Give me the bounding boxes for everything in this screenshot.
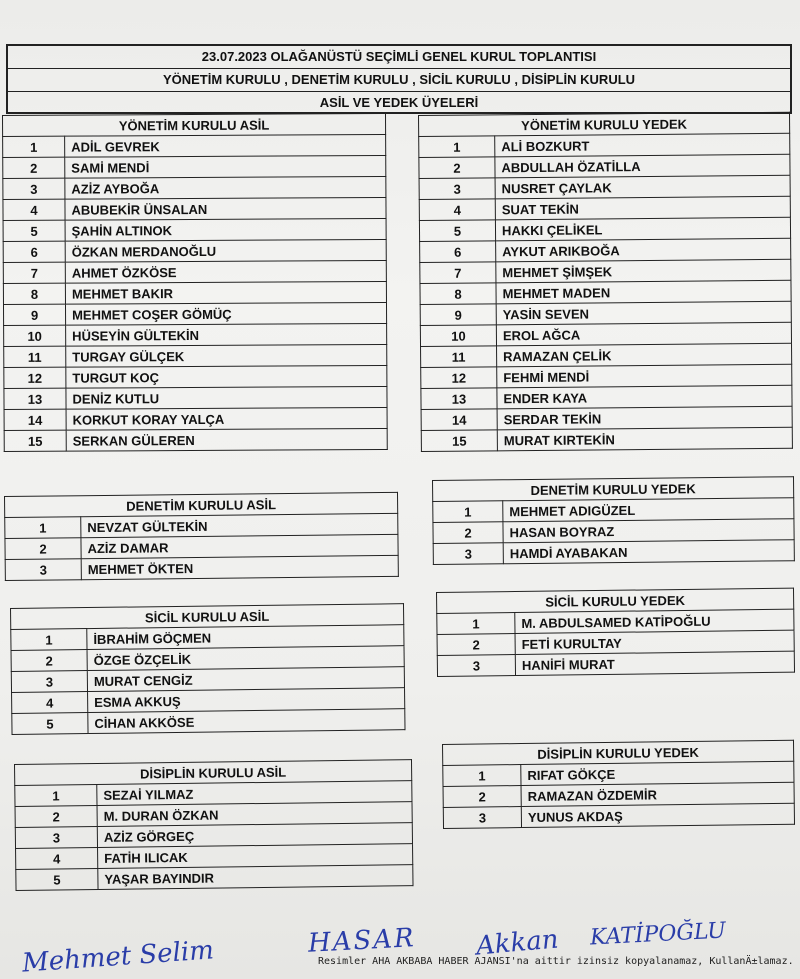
member-name: MEHMET MADEN bbox=[496, 280, 791, 304]
table-row bbox=[4, 344, 387, 367]
row-number: 11 bbox=[4, 346, 66, 367]
row-number: 6 bbox=[420, 241, 496, 263]
row-number: 12 bbox=[421, 367, 497, 389]
table-denetim-asil bbox=[4, 492, 399, 581]
member-name: FEHMİ MENDİ bbox=[497, 364, 792, 388]
row-number: 2 bbox=[15, 805, 97, 827]
member-name: SERKAN GÜLEREN bbox=[66, 428, 387, 451]
table-sicil-asil bbox=[10, 603, 406, 735]
row-number: 3 bbox=[419, 178, 495, 200]
row-number: 2 bbox=[5, 538, 81, 560]
member-name: SAMİ MENDİ bbox=[65, 155, 386, 178]
member-name: ENDER KAYA bbox=[497, 385, 792, 409]
row-number: 1 bbox=[419, 136, 495, 158]
table-row bbox=[12, 709, 405, 735]
row-number: 2 bbox=[11, 650, 87, 672]
row-number: 2 bbox=[443, 786, 521, 808]
row-number: 1 bbox=[437, 613, 515, 635]
row-number: 9 bbox=[420, 304, 496, 326]
table-disiplin-asil bbox=[14, 759, 414, 891]
member-name: HAKKI ÇELİKEL bbox=[495, 217, 790, 241]
member-name: NUSRET ÇAYLAK bbox=[495, 175, 790, 199]
row-number: 15 bbox=[421, 430, 497, 452]
row-number: 13 bbox=[4, 388, 66, 409]
member-name: MURAT CENGİZ bbox=[87, 667, 404, 692]
table-row bbox=[437, 651, 794, 676]
member-name: HÜSEYİN GÜLTEKİN bbox=[66, 323, 387, 346]
row-number: 8 bbox=[420, 283, 496, 305]
row-number: 4 bbox=[3, 199, 65, 220]
row-number: 3 bbox=[3, 178, 65, 199]
table-row bbox=[3, 281, 386, 304]
row-number: 5 bbox=[12, 713, 88, 735]
table-title: DİSİPLİN KURULU YEDEK bbox=[443, 740, 794, 765]
row-number: 2 bbox=[3, 157, 65, 178]
table-row bbox=[3, 302, 386, 325]
member-name: AYKUT ARIKBOĞA bbox=[496, 238, 791, 262]
row-number: 3 bbox=[15, 826, 97, 848]
table-title: DENETİM KURULU ASİL bbox=[5, 492, 398, 517]
table-row bbox=[4, 407, 387, 430]
member-name: ABDULLAH ÖZATİLLA bbox=[495, 154, 790, 178]
member-name: SEZAİ YILMAZ bbox=[97, 781, 412, 806]
member-name: DENİZ KUTLU bbox=[66, 386, 387, 409]
row-number: 13 bbox=[421, 388, 497, 410]
member-name: HASAN BOYRAZ bbox=[503, 519, 794, 543]
member-name: NEVZAT GÜLTEKİN bbox=[81, 513, 398, 537]
member-name: YUNUS AKDAŞ bbox=[521, 803, 794, 827]
table-title: YÖNETİM KURULU ASİL bbox=[3, 113, 386, 136]
member-name: HANİFİ MURAT bbox=[515, 651, 794, 675]
header-title: 23.07.2023 OLAĞANÜSTÜ SEÇİMLİ GENEL KURUL TOPLANTISI bbox=[8, 46, 790, 69]
member-name: SUAT TEKİN bbox=[495, 196, 790, 220]
member-name: ABUBEKİR ÜNSALAN bbox=[65, 197, 386, 220]
row-number: 5 bbox=[16, 868, 98, 890]
member-name: RAMAZAN ÖZDEMİR bbox=[521, 782, 794, 806]
table-disiplin-yedek bbox=[442, 740, 795, 829]
row-number: 1 bbox=[443, 765, 521, 787]
member-name: MEHMET BAKIR bbox=[65, 281, 386, 304]
row-number: 4 bbox=[419, 199, 495, 221]
table-title: DİSİPLİN KURULU ASİL bbox=[15, 760, 412, 786]
member-name: AZİZ AYBOĞA bbox=[65, 176, 386, 199]
member-name: ŞAHİN ALTINOK bbox=[65, 218, 386, 241]
table-row bbox=[4, 428, 387, 451]
header-caption: ASİL VE YEDEK ÜYELERİ bbox=[319, 95, 479, 110]
row-number: 3 bbox=[5, 559, 81, 581]
member-name: TURGAY GÜLÇEK bbox=[66, 344, 387, 367]
row-number: 9 bbox=[3, 304, 65, 325]
member-name: MEHMET COŞER GÖMÜÇ bbox=[65, 302, 386, 325]
member-name: ESMA AKKUŞ bbox=[88, 688, 405, 713]
table-row bbox=[3, 197, 386, 220]
signature-3: Akkan bbox=[474, 924, 560, 962]
row-number: 1 bbox=[5, 517, 81, 539]
member-name: İBRAHİM GÖÇMEN bbox=[87, 625, 404, 650]
member-name: HAMDİ AYABAKAN bbox=[503, 540, 794, 564]
member-name: AHMET ÖZKÖSE bbox=[65, 260, 386, 283]
row-number: 14 bbox=[421, 409, 497, 431]
signature-4: KATİPOĞLU bbox=[589, 918, 727, 951]
member-name: TURGUT KOÇ bbox=[66, 365, 387, 388]
member-name: EROL AĞCA bbox=[496, 322, 791, 346]
row-number: 4 bbox=[12, 692, 88, 714]
member-name: MEHMET ADIGÜZEL bbox=[503, 498, 794, 522]
table-yonetim-yedek bbox=[418, 112, 793, 452]
row-number: 7 bbox=[420, 262, 496, 284]
row-number: 15 bbox=[4, 430, 66, 451]
table-row bbox=[3, 176, 386, 199]
row-number: 3 bbox=[437, 655, 515, 677]
document-header bbox=[6, 44, 792, 114]
signature-2: HASAR bbox=[307, 923, 417, 959]
row-number: 14 bbox=[4, 409, 66, 430]
member-name: ÖZKAN MERDANOĞLU bbox=[65, 239, 386, 262]
member-name: MEHMET ŞİMŞEK bbox=[496, 259, 791, 283]
signature-1: Mehmet Selim bbox=[21, 935, 215, 979]
row-number: 12 bbox=[4, 367, 66, 388]
row-number: 3 bbox=[443, 807, 521, 829]
row-number: 3 bbox=[433, 543, 503, 565]
header-subtitle: YÖNETİM KURULU , DENETİM KURULU , SİCİL KURULU , DİSİPLİN KURULU bbox=[8, 69, 790, 92]
table-row bbox=[3, 134, 386, 157]
table-title: SİCİL KURULU ASİL bbox=[11, 604, 404, 630]
row-number: 3 bbox=[11, 671, 87, 693]
member-name: FETİ KURULTAY bbox=[515, 630, 794, 654]
table-sicil-yedek bbox=[436, 588, 795, 677]
member-name: AZİZ GÖRGEÇ bbox=[97, 823, 412, 848]
row-number: 6 bbox=[3, 241, 65, 262]
table-row bbox=[433, 540, 794, 565]
member-name: MURAT KIRTEKİN bbox=[497, 427, 792, 451]
row-number: 11 bbox=[421, 346, 497, 368]
member-name: YAŞAR BAYINDIR bbox=[98, 865, 413, 890]
table-row bbox=[4, 365, 387, 388]
table-yonetim-asil bbox=[2, 113, 388, 452]
table-row bbox=[3, 239, 386, 262]
member-name: ÖZGE ÖZÇELİK bbox=[87, 646, 404, 671]
row-number: 10 bbox=[420, 325, 496, 347]
member-name: M. ABDULSAMED KATİPOĞLU bbox=[515, 609, 794, 633]
member-name: AZİZ DAMAR bbox=[81, 534, 398, 558]
member-name: M. DURAN ÖZKAN bbox=[97, 802, 412, 827]
row-number: 2 bbox=[433, 522, 503, 544]
row-number: 5 bbox=[3, 220, 65, 241]
member-name: MEHMET ÖKTEN bbox=[81, 555, 398, 579]
row-number: 1 bbox=[433, 501, 503, 523]
member-name: YASİN SEVEN bbox=[496, 301, 791, 325]
row-number: 2 bbox=[437, 634, 515, 656]
member-name: KORKUT KORAY YALÇA bbox=[66, 407, 387, 430]
member-name: ADİL GEVREK bbox=[65, 134, 386, 157]
row-number: 7 bbox=[3, 262, 65, 283]
table-row bbox=[421, 427, 792, 451]
table-title: SİCİL KURULU YEDEK bbox=[437, 588, 794, 613]
row-number: 1 bbox=[15, 784, 97, 806]
member-name: RIFAT GÖKÇE bbox=[521, 761, 794, 785]
table-row bbox=[4, 323, 387, 346]
member-name: RAMAZAN ÇELİK bbox=[497, 343, 792, 367]
row-number: 5 bbox=[419, 220, 495, 242]
table-row bbox=[5, 555, 398, 580]
row-number: 4 bbox=[16, 847, 98, 869]
table-row bbox=[3, 155, 386, 178]
table-row bbox=[16, 865, 413, 891]
table-row bbox=[4, 386, 387, 409]
table-title: DENETİM KURULU YEDEK bbox=[433, 477, 794, 502]
table-row bbox=[3, 218, 386, 241]
table-row bbox=[3, 260, 386, 283]
member-name: ALİ BOZKURT bbox=[495, 133, 790, 157]
row-number: 8 bbox=[3, 283, 65, 304]
row-number: 1 bbox=[3, 136, 65, 157]
member-name: CİHAN AKKÖSE bbox=[88, 709, 405, 734]
row-number: 10 bbox=[4, 325, 66, 346]
member-name: FATİH ILICAK bbox=[98, 844, 413, 869]
row-number: 2 bbox=[419, 157, 495, 179]
row-number: 1 bbox=[11, 629, 87, 651]
member-name: SERDAR TEKİN bbox=[497, 406, 792, 430]
table-denetim-yedek bbox=[432, 476, 795, 565]
table-title: YÖNETİM KURULU YEDEK bbox=[419, 112, 790, 136]
watermark-text: Resimler AHA AKBABA HABER AJANSI'na aittir izinsiz kopyalanamaz, KullanÄ±lamaz. bbox=[318, 956, 794, 967]
table-row bbox=[443, 803, 794, 828]
